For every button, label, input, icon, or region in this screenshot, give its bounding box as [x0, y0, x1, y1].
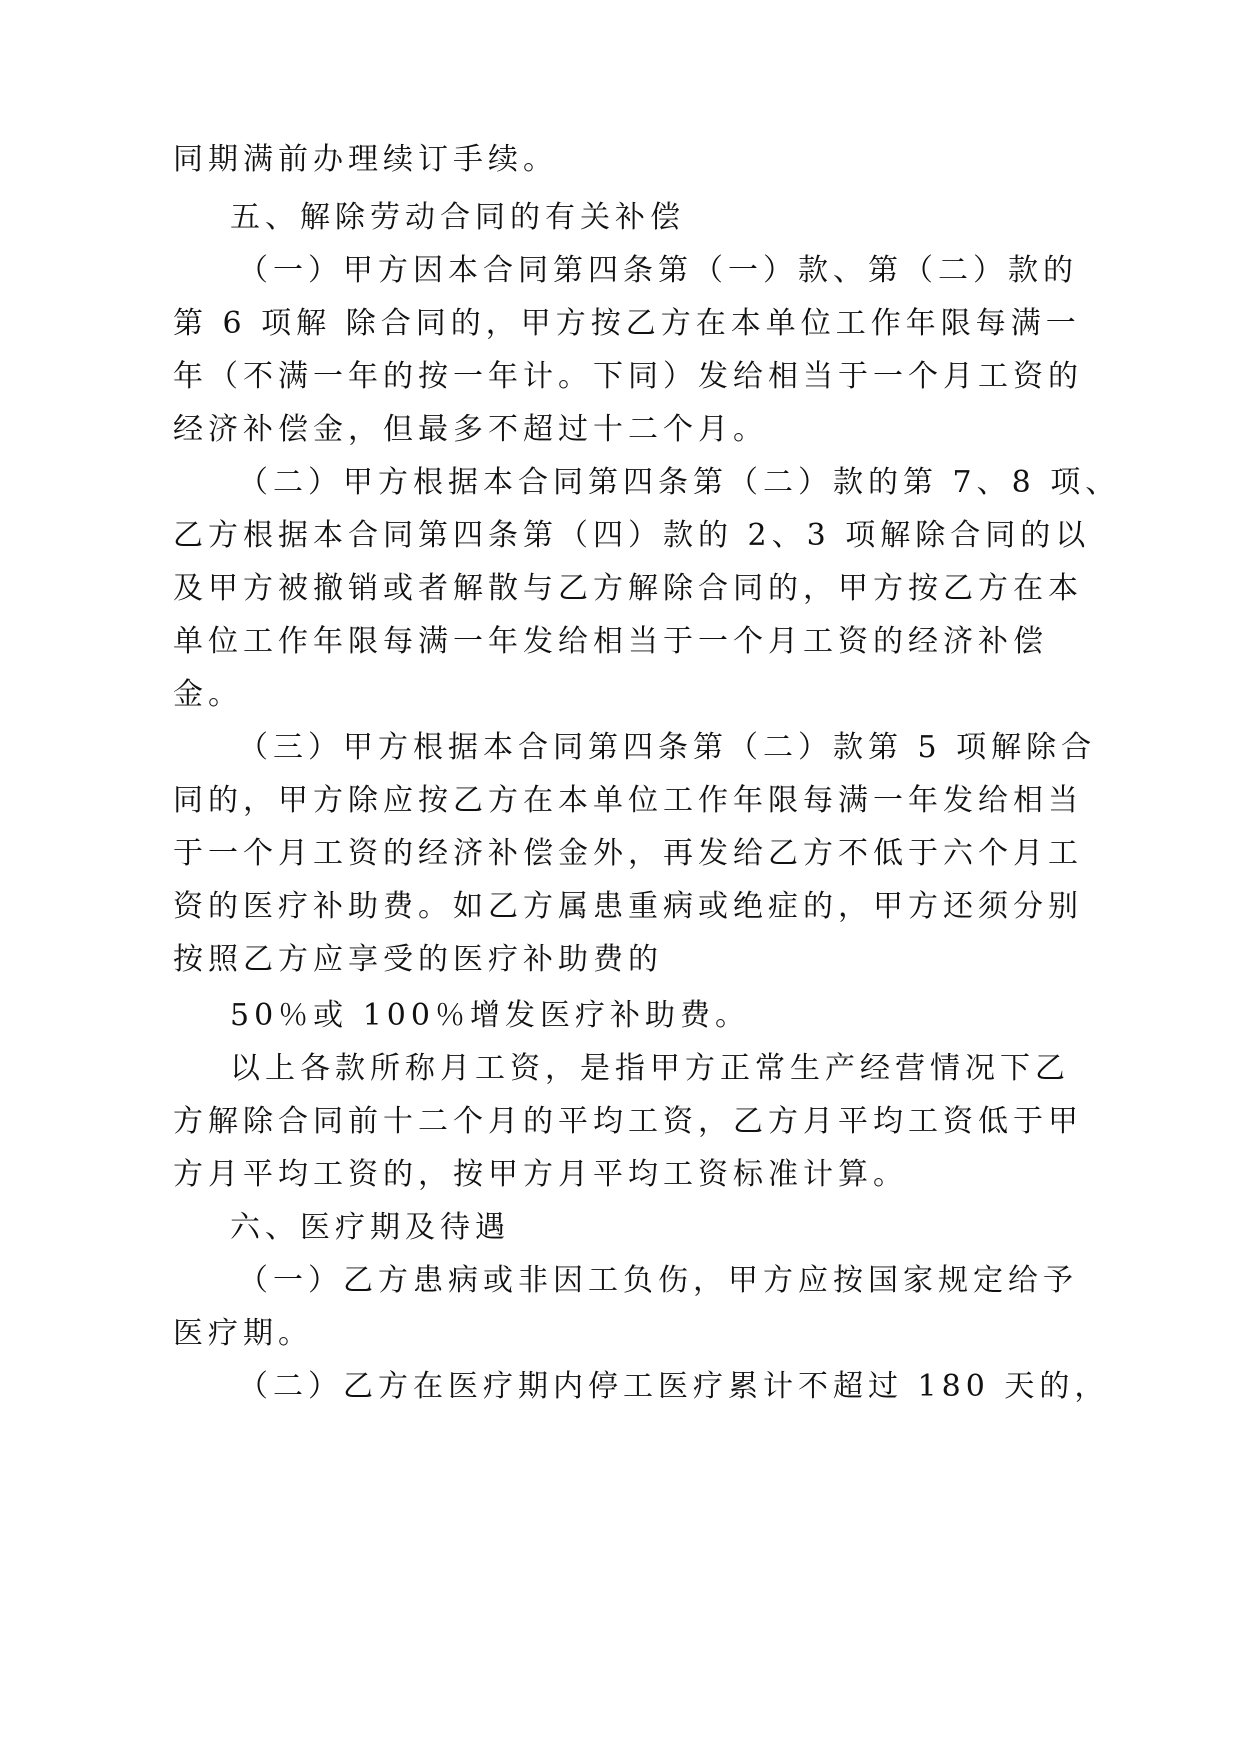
text-line: 50％或 100％增发医疗补助费。 — [230, 998, 750, 1033]
text-line: 单位工作年限每满一年发给相当于一个月工资的经济补偿 — [173, 624, 1048, 659]
section-heading: 五、解除劳动合同的有关补偿 — [230, 200, 685, 235]
text-line: 经济补偿金，但最多不超过十二个月。 — [173, 412, 768, 447]
text-line: 于一个月工资的经济补偿金外，再发给乙方不低于六个月工 — [173, 836, 1083, 871]
text-line: 金。 — [173, 677, 243, 712]
section-heading: 六、医疗期及待遇 — [230, 1210, 510, 1245]
text-line: （二）甲方根据本合同第四条第（二）款的第 7、8 项、 — [238, 465, 1121, 500]
text-line: 第 6 项解 除合同的，甲方按乙方在本单位工作年限每满一 — [173, 306, 1081, 341]
text-line: 按照乙方应享受的医疗补助费的 — [173, 942, 663, 977]
text-line: 以上各款所称月工资，是指甲方正常生产经营情况下乙 — [230, 1051, 1070, 1086]
text-line: 乙方根据本合同第四条第（四）款的 2、3 项解除合同的以 — [173, 518, 1091, 553]
text-line: 资的医疗补助费。如乙方属患重病或绝症的，甲方还须分别 — [173, 889, 1083, 924]
text-line: （一）乙方患病或非因工负伤，甲方应按国家规定给予 — [238, 1263, 1078, 1298]
text-line: 方月平均工资的，按甲方月平均工资标准计算。 — [173, 1157, 908, 1192]
text-line: （一）甲方因本合同第四条第（一）款、第（二）款的 — [238, 253, 1078, 288]
text-line: 方解除合同前十二个月的平均工资，乙方月平均工资低于甲 — [173, 1104, 1083, 1139]
text-line: 医疗期。 — [173, 1316, 313, 1351]
text-line: （二）乙方在医疗期内停工医疗累计不超过 180 天的， — [238, 1369, 1110, 1404]
text-line: 及甲方被撤销或者解散与乙方解除合同的，甲方按乙方在本 — [173, 571, 1083, 606]
text-line: 同的，甲方除应按乙方在本单位工作年限每满一年发给相当 — [173, 783, 1083, 818]
text-line: 年（不满一年的按一年计。下同）发给相当于一个月工资的 — [173, 359, 1083, 394]
text-line: 同期满前办理续订手续。 — [173, 142, 558, 177]
text-line: （三）甲方根据本合同第四条第（二）款第 5 项解除合 — [238, 730, 1097, 765]
